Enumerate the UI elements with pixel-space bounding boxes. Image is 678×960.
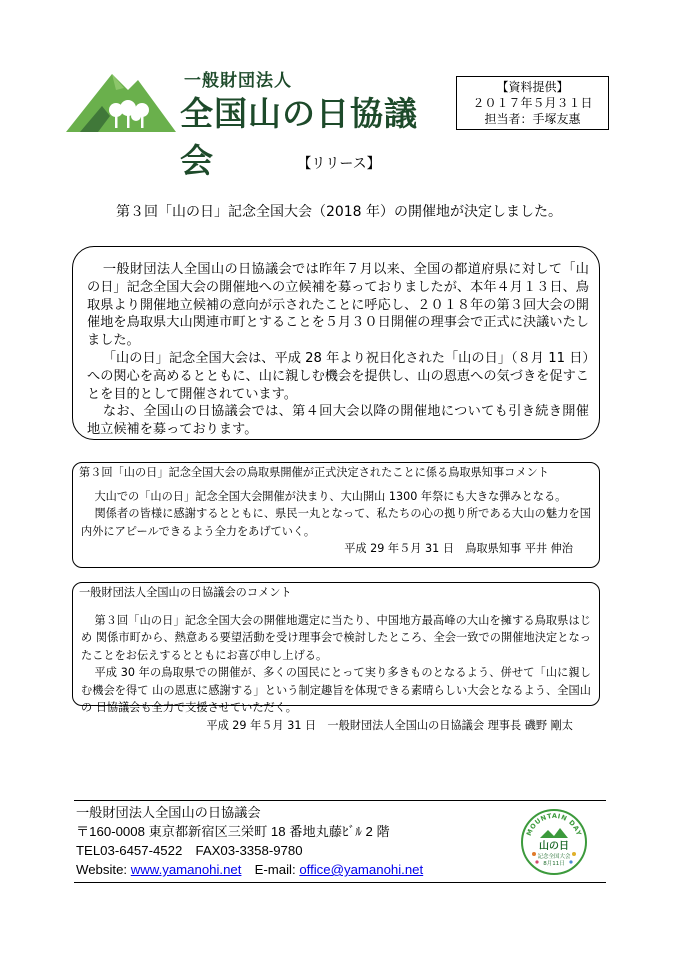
website-link[interactable]: www.yamanohi.net — [130, 862, 242, 877]
council-comment-box — [72, 582, 600, 732]
footer-org: 一般財団法人全国山の日協議会 — [76, 805, 261, 820]
badge-line2: 8月11日 — [543, 861, 565, 867]
org-type: 一般財団法人 — [184, 71, 292, 91]
comment-title: 一般財団法人全国山の日協議会のコメント — [79, 586, 292, 599]
announcement-paragraph: なお、全国山の日協議会では、第４回大会以降の開催地についても引き続き開催地立候補を募っております。 — [87, 404, 589, 438]
footer-phone: TEL03-6457-4522 FAX03-3358-9780 — [76, 843, 303, 858]
footer-address: 〒160-0008 東京都新宿区三栄町 18 番地丸藤ﾋﾞﾙ 2 階 — [76, 824, 390, 839]
release-date: ２０１７年５月３１日 — [472, 96, 593, 110]
email-link[interactable]: office@yamanohi.net — [299, 862, 424, 877]
org-name: 全国山の日協議会 — [180, 94, 418, 180]
comment-paragraph: 大山での「山の日」記念全国大会開催が決まり、大山開山 1300 年祭にも大きな弾みとなる。 — [94, 489, 567, 503]
governor-comment-box — [72, 462, 600, 568]
info-box — [456, 76, 609, 130]
announcement-box — [72, 246, 600, 440]
headline: 第３回「山の日」記念全国大会（2018 年）の開催地が決定しました。 — [115, 204, 563, 220]
comment-signature: 平成 29 年５月 31 日 一般財団法人全国山の日協議会 理事長 磯野 剛太 — [206, 718, 573, 732]
release-label: 【リリース】 — [297, 156, 381, 172]
contact-person: 担当者：手塚友惠 — [484, 112, 581, 126]
comment-title: 第３回「山の日」記念全国大会の鳥取県開催が正式決定されたことに係る鳥取県知事コメント — [79, 466, 549, 479]
website-label: Website: — [76, 862, 131, 877]
comment-signature: 平成 29 年５月 31 日 鳥取県知事 平井 伸治 — [344, 542, 573, 555]
mountain-logo-icon — [66, 66, 176, 136]
badge-line1: 記念全国大会 — [537, 854, 571, 860]
badge-title: 山の日 — [539, 841, 569, 852]
footer-contact — [76, 803, 423, 879]
announcement-paragraph: 「山の日」記念全国大会は、平成 28 年より祝日化された「山の日」（８月 11 日）への関心を高めるとともに、山に親しむ機会を提供し、山の恩恵への気づきを促すことを目的として開催されています。 — [87, 350, 589, 402]
footer-links — [76, 860, 423, 879]
badge-arc-text: MOUNTAIN DAY — [524, 811, 584, 838]
announcement-paragraph: 一般財団法人全国山の日協議会では昨年７月以来、全国の都道府県に対して「山の日」記念全国大会の開催地への立候補を募っておりましたが、本年４月１３日、鳥取県より開催地立候補の意向が示されたことに呼応し、２０１８年の第３回大会の開催地を鳥取県大山関連市町とすることを５月３０日開催の理事会で正式に決議いたしました。 — [87, 262, 589, 349]
comment-paragraph: 関係者の皆様に感謝するとともに、県民一丸となって、私たちの心の拠り所である大山の魅力を国内外にアピールできるよう全力をあげていく。 — [81, 507, 591, 538]
mountain-day-badge-icon — [520, 808, 588, 876]
email-label: E-mail: — [241, 862, 300, 877]
comment-paragraph: 平成 30 年の鳥取県での開催が、多くの国民にとって実り多きものとなるよう、併せて「山に親しむ機会を得て 山の恩恵に感謝する」という制定趣旨を体現できる素晴らしい大会となるよう、全国山の 日協議会も全力で支援させていただく。 — [81, 666, 591, 714]
comment-paragraph: 第３回「山の日」記念全国大会の開催地選定に当たり、中国地方最高峰の大山を擁する鳥取県はじめ 関係市町から、熱意ある要望活動を受け理事会で検討したところ、全会一致での開催地決定となったことをお伝えするとともにお喜び申し上げる。 — [81, 613, 591, 662]
footer-divider — [74, 882, 606, 883]
info-label: 【資料提供】 — [496, 80, 569, 94]
footer-divider — [74, 800, 606, 801]
